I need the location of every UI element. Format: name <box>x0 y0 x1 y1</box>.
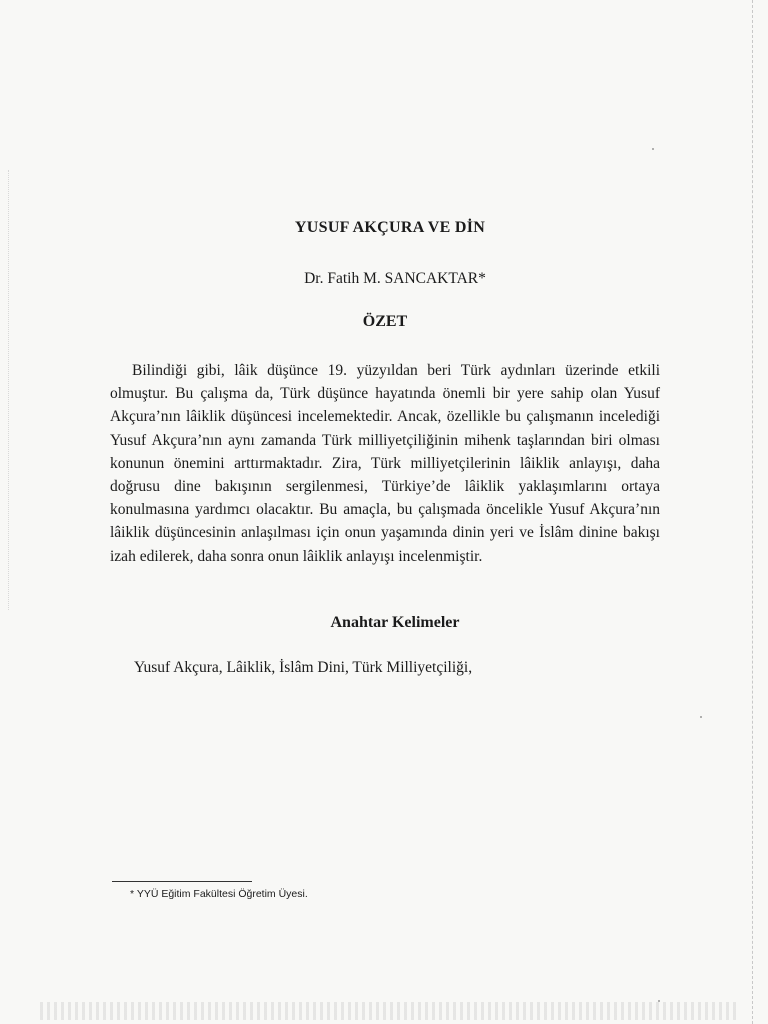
abstract-heading: ÖZET <box>362 313 408 330</box>
footnote-separator <box>112 881 252 882</box>
scan-speck <box>700 716 702 718</box>
footnote: * YYÜ Eğitim Fakültesi Öğretim Üyesi. <box>130 888 308 900</box>
scan-speck <box>652 148 654 150</box>
abstract-paragraph: Bilindiği gibi, lâik düşünce 19. yüzyıldan beri Türk aydınları üzerinde etkili olmuştur. Bu çalışma da, Türk düşünce hayatında önemli bir yere sahip olan Yusuf Akçura’nın lâiklik düşüncesi incelemektedir. Ancak, özellikle bu çalışmanın incelediği Yusuf Akçura’nın aynı zamanda Türk milliyetçiliğinin mihenk taşlarından biri olması konunun önemini arttırmaktadır. Zira, Türk milliyetçilerinin lâiklik anlayışı, daha doğrusu dine bakışının sergilenmesi, Türkiye’de lâiklik yaklaşımlarını ortaya konulmasına yardımcı olacaktır. Bu amaçla, bu çalışmada öncelikle Yusuf Akçura’nın lâiklik düşüncesinin anlaşılması için onun yaşamında dinin yeri ve İslâm dinine bakışı izah edilerek, daha sonra onun lâiklik anlayışı incelenmiştir. <box>110 362 660 565</box>
keywords-heading: Anahtar Kelimeler <box>330 614 460 631</box>
scan-edge-bottom <box>40 1002 740 1020</box>
article-title: YUSUF AKÇURA VE DİN <box>294 219 486 236</box>
scan-edge-right <box>752 0 753 1024</box>
author-line: Dr. Fatih M. SANCAKTAR* <box>304 270 486 287</box>
keywords-line: Yusuf Akçura, Lâiklik, İslâm Dini, Türk Milliyetçiliği, <box>134 659 473 676</box>
